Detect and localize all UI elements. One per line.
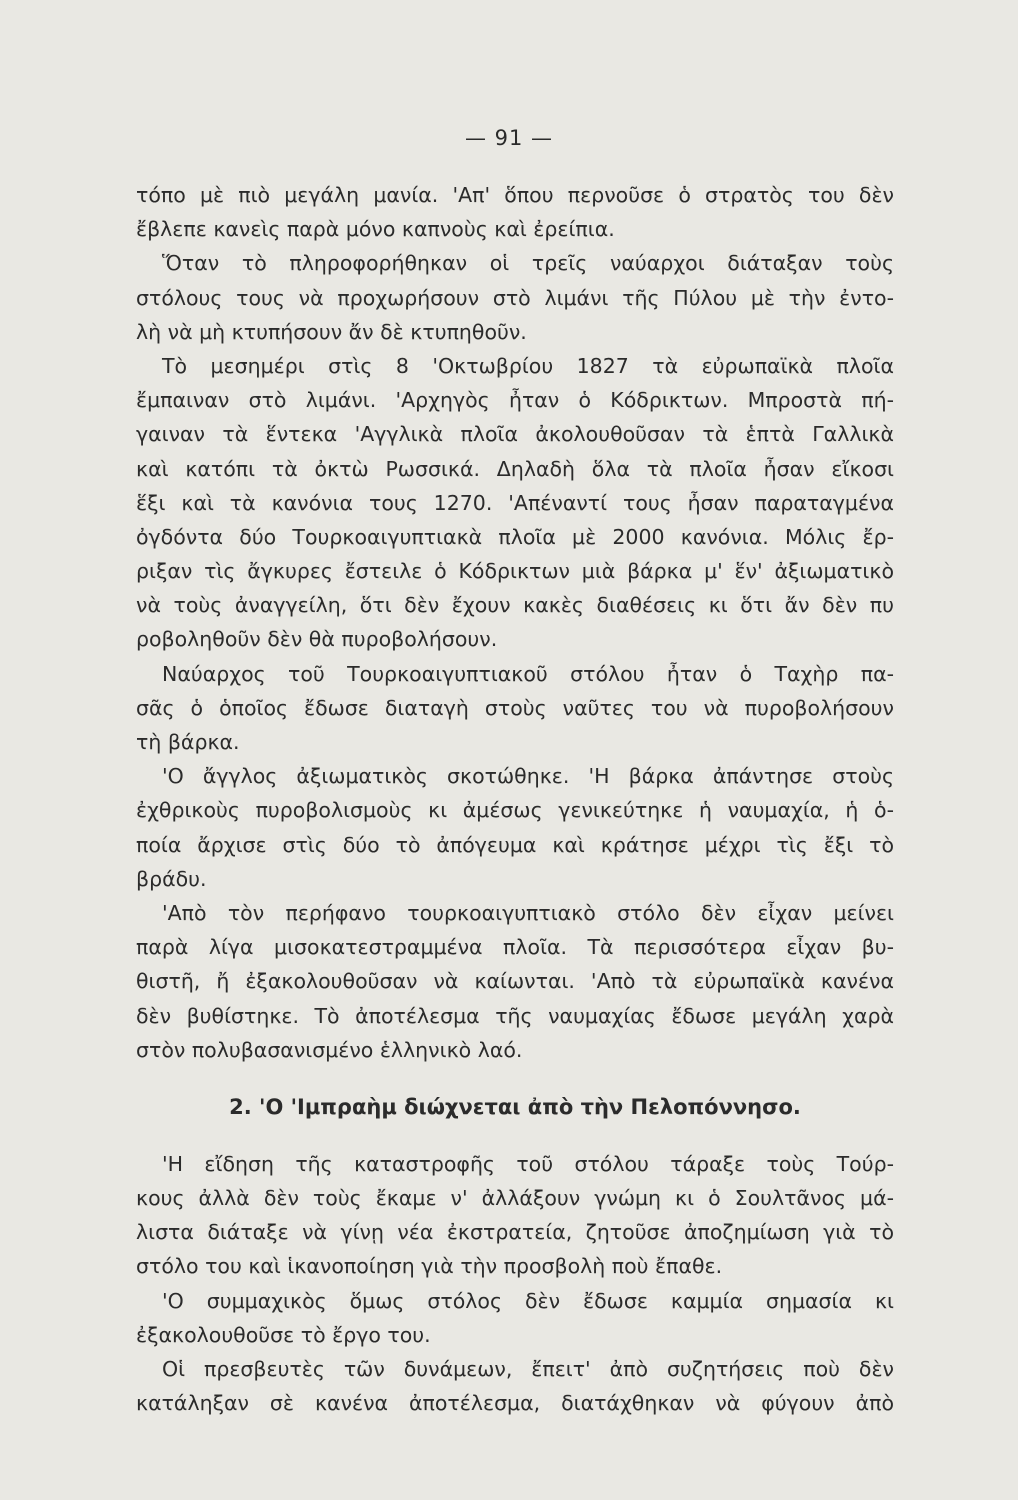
page-body bbox=[136, 178, 894, 1420]
text-line: 'Ο ἄγγλος ἀξιωματικὸς σκοτώθηκε. 'Η βάρκα ἀπάντησε στοὺς bbox=[162, 764, 894, 789]
text-line: λιστα διάταξε νὰ γίνῃ νέα ἐκστρατεία, ζητοῦσε ἀποζημίωση γιὰ τὸ bbox=[136, 1220, 894, 1245]
page-number: — 91 — bbox=[464, 126, 554, 150]
text-line: στὸν πολυβασανισμένο ἑλληνικὸ λαό. bbox=[136, 1037, 523, 1062]
text-line: ἐξακολουθοῦσε τὸ ἔργο του. bbox=[136, 1322, 431, 1347]
text-line: Οἱ πρεσβευτὲς τῶν δυνάμεων, ἔπειτ' ἀπὸ συζητήσεις ποὺ δὲν bbox=[162, 1357, 894, 1381]
text-line: Ὅταν τὸ πληροφορήθηκαν οἱ τρεῖς ναύαρχοι διάταξαν τοὺς bbox=[162, 251, 894, 276]
text-line: 'Ο συμμαχικὸς ὅμως στόλος δὲν ἔδωσε καμμία σημασία κι bbox=[162, 1288, 894, 1313]
text-line: νὰ τοὺς ἀναγγείλη, ὅτι δὲν ἔχουν κακὲς διαθέσεις κι ὅτι ἄν δὲν πυ bbox=[136, 593, 894, 618]
text-line: ποία ἄρχισε στὶς δύο τὸ ἀπόγευμα καὶ κράτησε μέχρι τὶς ἔξι τὸ bbox=[136, 832, 894, 857]
text-line: Τὸ μεσημέρι στὶς 8 'Οκτωβρίου 1827 τὰ εὐρωπαϊκὰ πλοῖα bbox=[162, 353, 894, 378]
text-line: ροβοληθοῦν δὲν θὰ πυροβολήσουν. bbox=[136, 627, 498, 652]
text-line: βράδυ. bbox=[136, 866, 207, 891]
text-line: θιστῆ, ἤ ἐξακολουθοῦσαν νὰ καίωνται. 'Απὸ τὰ εὐρωπαϊκὰ κανένα bbox=[136, 969, 894, 994]
text-line: κους ἀλλὰ δὲν τοὺς ἔκαμε ν' ἀλλάξουν γνώμη κι ὁ Σουλτᾶνος μά- bbox=[136, 1186, 894, 1211]
text-line: ἕξι καὶ τὰ κανόνια τους 1270. 'Απέναντί τους ἦσαν παραταγμένα bbox=[136, 490, 894, 515]
text-line: παρὰ λίγα μισοκατεστραμμένα πλοῖα. Τὰ περισσότερα εἶχαν βυ- bbox=[136, 935, 894, 960]
text-line: σᾶς ὁ ὁποῖος ἔδωσε διαταγὴ στοὺς ναῦτες του νὰ πυροβολήσουν bbox=[136, 695, 894, 720]
section-heading: 2. 'Ο 'Ιμπραὴμ διώχνεται ἀπὸ τὴν Πελοπόννησο. bbox=[229, 1094, 801, 1119]
text-line: δὲν βυθίστηκε. Τὸ ἀποτέλεσμα τῆς ναυμαχίας ἔδωσε μεγάλη χαρὰ bbox=[136, 1003, 894, 1028]
text-line: καὶ κατόπι τὰ ὀκτὼ Ρωσσικά. Δηλαδὴ ὅλα τὰ πλοῖα ἦσαν εἴκοσι bbox=[136, 456, 894, 481]
text-line: ἐχθρικοὺς πυροβολισμοὺς κι ἀμέσως γενικεύτηκε ἡ ναυμαχία, ἡ ὁ- bbox=[136, 798, 894, 823]
text-line: τόπο μὲ πιὸ μεγάλη μανία. 'Απ' ὅπου περνοῦσε ὁ στρατὸς του δὲν bbox=[136, 183, 894, 207]
text-line: στόλο του καὶ ἱκανοποίηση γιὰ τὴν προσβολὴ ποὺ ἔπαθε. bbox=[136, 1254, 723, 1279]
text-line: γαιναν τὰ ἕντεκα 'Αγγλικὰ πλοῖα ἀκολουθοῦσαν τὰ ἑπτὰ Γαλλικὰ bbox=[136, 422, 894, 447]
text-line: 'Απὸ τὸν περήφανο τουρκοαιγυπτιακὸ στόλο δὲν εἶχαν μείνει bbox=[162, 900, 894, 925]
text-line: λὴ νὰ μὴ κτυπήσουν ἄν δὲ κτυπηθοῦν. bbox=[136, 319, 527, 344]
text-line: στόλους τους νὰ προχωρήσουν στὸ λιμάνι τῆς Πύλου μὲ τὴν ἐντο- bbox=[136, 285, 894, 310]
text-line: ριξαν τὶς ἄγκυρες ἔστειλε ὁ Κόδρικτων μιὰ βάρκα μ' ἕν' ἀξιωματικὸ bbox=[136, 559, 894, 584]
text-line: ὀγδόντα δύο Τουρκοαιγυπτιακὰ πλοῖα μὲ 2000 κανόνια. Μόλις ἔρ- bbox=[136, 524, 894, 549]
text-line: Ναύαρχος τοῦ Τουρκοαιγυπτιακοῦ στόλου ἦταν ὁ Ταχὴρ πα- bbox=[162, 661, 894, 686]
text-line: κατάληξαν σὲ κανένα ἀποτέλεσμα, διατάχθηκαν νὰ φύγουν ἀπὸ bbox=[136, 1391, 894, 1416]
text-line: ἔμπαιναν στὸ λιμάνι. 'Αρχηγὸς ἦταν ὁ Κόδρικτων. Μπροστὰ πή- bbox=[136, 388, 894, 413]
text-line: τὴ βάρκα. bbox=[136, 730, 240, 754]
text-line: 'Η εἴδηση τῆς καταστροφῆς τοῦ στόλου τάραξε τοὺς Τούρ- bbox=[162, 1151, 894, 1176]
text-line: ἔβλεπε κανεὶς παρὰ μόνο καπνοὺς καὶ ἐρείπια. bbox=[136, 217, 615, 242]
